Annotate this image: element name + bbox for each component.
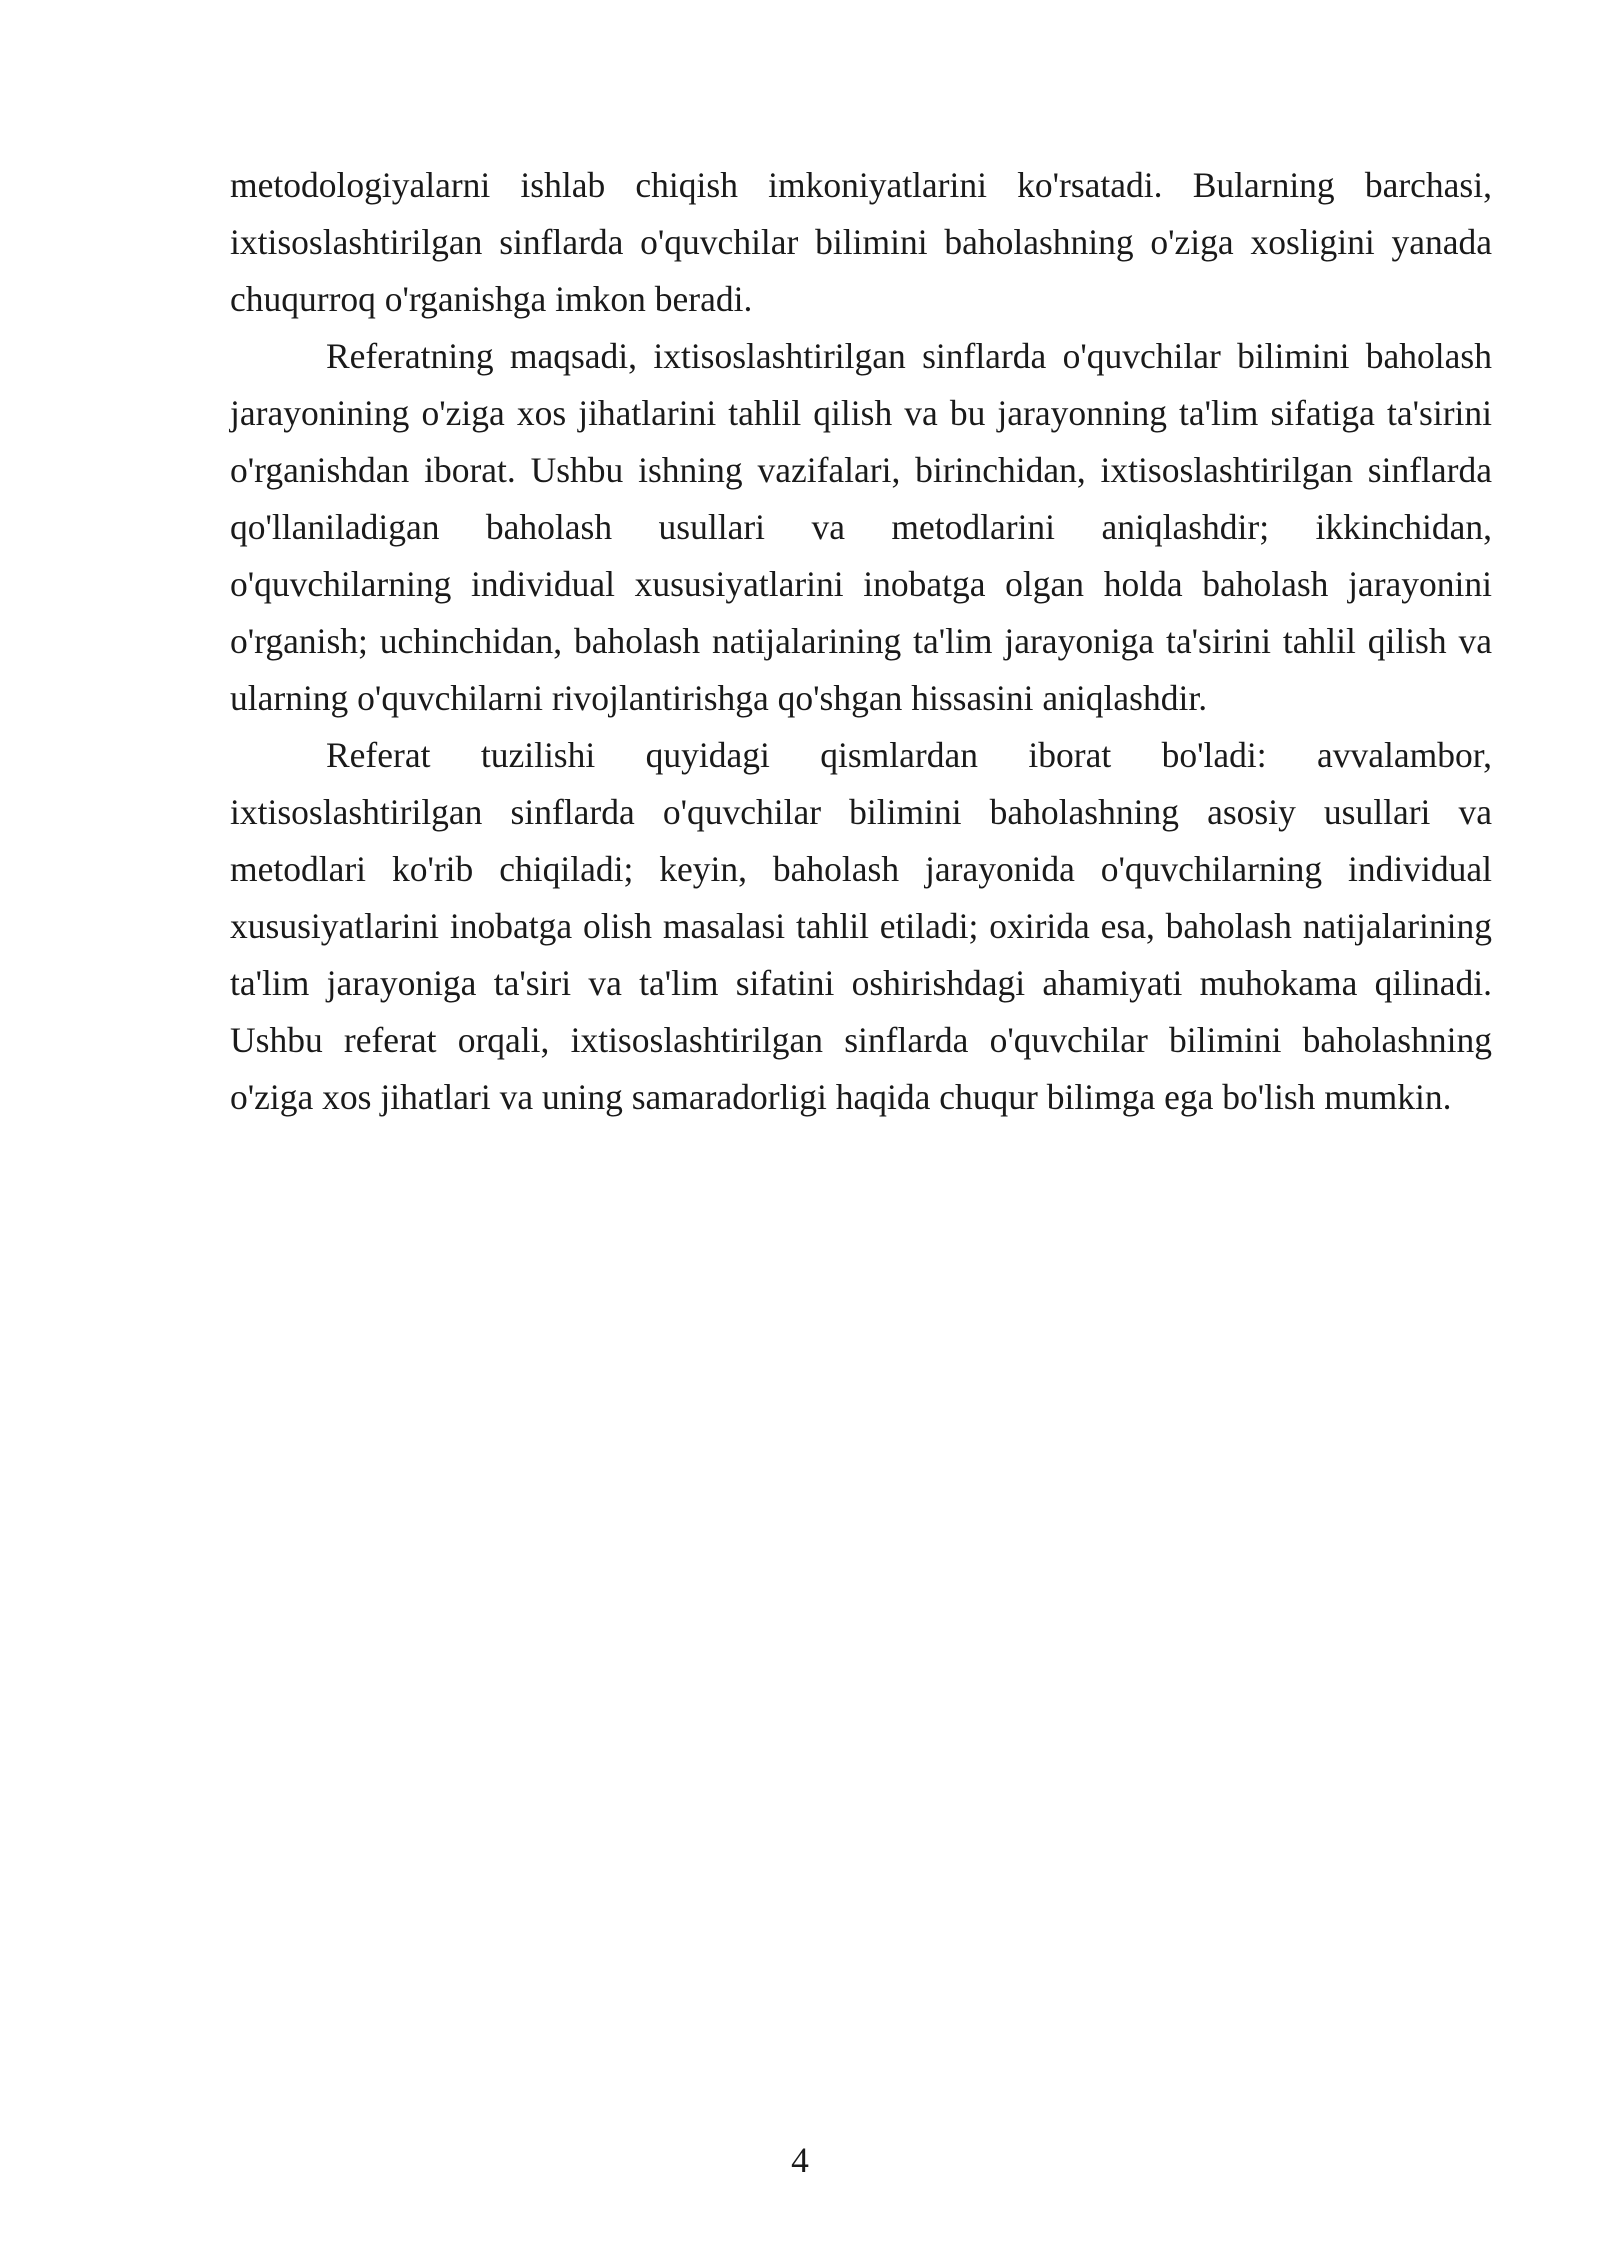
paragraph-purpose: Referatning maqsadi, ixtisoslashtirilgan sinflarda o'quvchilar bilimini baholash jarayonining o'ziga xos jihatlarini tahlil qilish va bu jarayonning ta'lim sifatiga ta'sirini o'rganishdan iborat. Ushbu ishning vazifalari, birinchidan, ixtisoslashtirilgan sinflarda qo'llaniladigan baholash usullari va metodlarini aniqlashdir; ikkinchidan, o'quvchilarning individual xususiyatlarini inobatga olgan holda baholash jarayonini o'rganish; uchinchidan, baholash natijalarining ta'lim jarayoniga ta'sirini tahlil qilish va ularning o'quvchilarni rivojlantirishga qo'shgan hissasini aniqlashdir.	[230, 336, 1492, 718]
paragraph-continuation: metodologiyalarni ishlab chiqish imkoniyatlarini ko'rsatadi. Bularning barchasi, ixtisoslashtirilgan sinflarda o'quvchilar bilimini baholashning o'ziga xosligini yanada chuqurroq o'rganishga imkon beradi.	[230, 165, 1492, 319]
body-text	[230, 157, 1492, 1126]
paragraph-structure: Referat tuzilishi quyidagi qismlardan iborat bo'ladi: avvalambor, ixtisoslashtirilgan sinflarda o'quvchilar bilimini baholashning asosiy usullari va metodlari ko'rib chiqiladi; keyin, baholash jarayonida o'quvchilarning individual xususiyatlarini inobatga olish masalasi tahlil etiladi; oxirida esa, baholash natijalarining ta'lim jarayoniga ta'siri va ta'lim sifatini oshirishdagi ahamiyati muhokama qilinadi. Ushbu referat orqali, ixtisoslashtirilgan sinflarda o'quvchilar bilimini baholashning o'ziga xos jihatlari va uning samaradorligi haqida chuqur bilimga ega bo'lish mumkin.	[230, 735, 1492, 1117]
page-number: 4	[791, 2140, 809, 2180]
